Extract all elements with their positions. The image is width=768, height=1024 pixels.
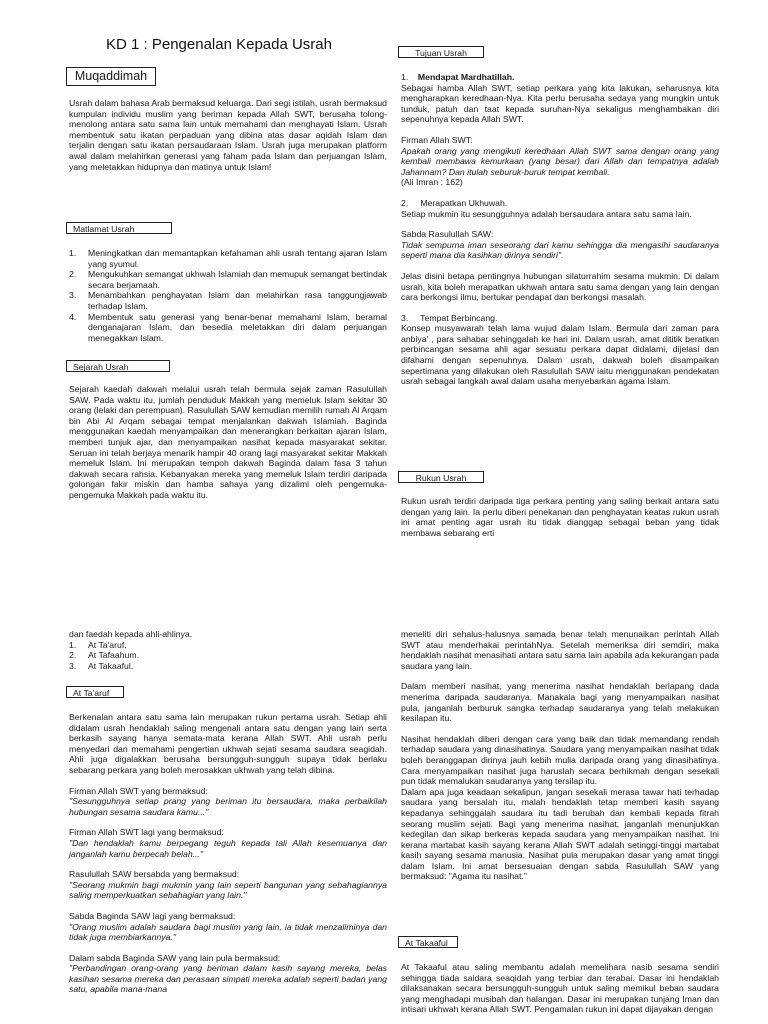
list-item: 2. Mengukuhkan semangat ukhwah Islamiah dan memupuk semangat bertindak secara berjamaah. <box>69 269 387 290</box>
sabda-quote: Tidak sempurna iman seseorang dari kamu sehingga dia mengasihi saudaranya seperti mana dia kasihkan dirinya sendiri". <box>401 239 719 261</box>
taaruf-firman-1-label: Firman Allah SWT yang bermaksud: <box>69 785 208 796</box>
matlamat-list <box>69 248 387 343</box>
sabda-label: Sabda Rasulullah SAW: <box>401 229 494 240</box>
taaruf-firman-2-quote: "Dan hendaklah kamu berpegang teguh kepada tali Allah kesemuanya dan janganlah kamu berpecah belah..." <box>69 837 387 859</box>
tafaahum-p3: Nasihat hendaklah diberi dengan cara yang baik dan tidak memandang rendah terhadap saudara yang dinasihatinya. Saudara yang menyampaikan nasihat tidak boleh beranggapan dirinya jauh kebih mulia daripada orang yang dinasihatinya. Cara menyampaikan nasihat juga haruslah secara berhikmah dengan sesekali pun tidak memalukan saudaranya yang tersilap itu. <box>401 733 719 787</box>
firman-label: Firman Allah SWT: <box>401 134 473 145</box>
jelas-text: Jelas disini betapa pentingnya hubungan silaturrahim sesama mukmin. Di dalam usrah, kita boleh merapatkan ukhwah antara satu sama dengan yang lain dengan cara berkongsi ilmu, bertukar pendapat dan berkongsi masalah. <box>401 270 719 303</box>
tujuan-point-3-title: 3. Tempat Berbincang. <box>401 312 498 323</box>
tujuan-point-2-text: Setiap mukmin itu sesungguhnya adalah bersaudara antara satu sama lain. <box>401 208 692 219</box>
taaruf-sabda-3-quote: "Perbandingan orang-orang yang beriman dalam kasih sayang mereka, belas kasihan sesama mereka dan perasaan simpati mereka adalah seperti badan yang satu, apabila mana-mana <box>69 963 387 995</box>
taaruf-heading: At Ta'aruf <box>66 686 124 698</box>
rukun-section <box>401 496 719 538</box>
sejarah-heading: Sejarah Usrah <box>66 360 170 372</box>
taaruf-text: Berkenalan antara satu sama lain merupakan rukun pertama usrah. Setiap ahli didalam usrah hendaklah saling mengenali antara satu dengan yang lain serta berkasih sayang hanya semata-mata kerana Allah SWT. Ahli usrah perlu menyedari dan memahami pengertian ukhwah sejati sesama saudara seagidah. Ahli juga digalakkan berusaha bersungguh-sungguh supaya tidak berlaku sebarang perkara yang boleh merosakkan ukhwah yang telah dibina. <box>69 712 387 775</box>
tujuan-section: 1. Mendapat Mardhatillah. Sebagai hamba Allah SWT, setiap perkara yang kita lakukan, seharusnya kita mengharapkan keredhaan-Nya. Kita perlu berusaha sedaya yang mungkin untuk tunduk, patuh dan taat kepada suruhan-Nya sekaligus menghambakan diri sepenuhnya kepada Allah SWT. Firman Allah SWT: Apakah orang yang mengikuti keredhaan Allah SWT sama dengan orang yang kembali membawa kemurkaan (yang besar) dari Allah dan tempatnya adalah Jahannam? Dan itulah seburuk-buruk tempat kembali. (Ali Imran : 162) 2. Merapatkan Ukhuwah. Setiap mukmin itu sesungguhnya adalah bersaudara antara satu sama lain. Sabda Rasulullah SAW: Tidak sempurna iman seseorang dari kamu sehingga dia mengasihi saudaranya seperti mana dia kasihkan dirinya sendiri". Jelas disini betapa pentingnya hubungan silaturrahim sesama mukmin. Di dalam usrah, kita boleh merapatkan ukhwah antara satu sama dengan yang lain dengan cara berkongsi ilmu, bertukar pendapat dan berkongsi masalah. 3. Tempat Berbincang. Konsep musyawarah telah lama wujud dalam Islam. Bermula dari zaman para anbiya' , para sahabar sehinggalah ke hari ini. Dalam usrah, amat dititik beratkan perbincangan sesama ahli agar sesuatu perkara dapat didalami, dijelasi dan difahami dengan sepenuhnya. Dalam usrah, dakwah boleh disampaikan sepertimana yang dilakukan oleh Rasulullah SAW iaitu menggunakan pendekatan usrah sebagai langkah awal dalam usaha menyebarkan agama Islam. <box>401 72 719 387</box>
list-item: 2. At Tafaahum. <box>69 650 140 661</box>
firman-quote: Apakah orang yang mengikuti keredhaan Allah SWT sama dengan orang yang kembali membawa kemurkaan (yang besar) dari Allah dan tempatnya adalah Jahannam? Dan itulah seburuk-buruk tempat kembali. <box>401 145 719 177</box>
rukun-continuation <box>69 629 387 671</box>
rukun-text: Rukun usrah terdiri daripada tiga perkara penting yang saling berkait antara satu dengan yang lain. Ia perlu diberi penekanan dan penghayatan keatas rukun usrah ini amat penting agar usrah itu tidak dianggap sebagai beban yang tidak membawa sebarang erti <box>401 496 719 538</box>
matlamat-list-section <box>69 248 387 343</box>
list-item: 3. Menambahkan penghayatan Islam dan melahirkan rasa tanggungjawab terhadap Islam. <box>69 290 387 311</box>
taaruf-sabda-3-label: Dalam sabda Baginda SAW yang lain pula bermaksud: <box>69 952 281 963</box>
tafaahum-p2: Dalam memberi nasihat, yang menerima nasihat hendaklah berlapang dada menerima daripada saudaranya. Manakala bagi yang menyampaikan nasihat pula, janganlah berburuk sangka terhadap saudaranya yang telah melakukan kesilapan itu. <box>401 681 719 724</box>
tujuan-point-1-text: Sebagai hamba Allah SWT, setiap perkara yang kita lakukan, seharusnya kita mengharapkan keredhaan-Nya. Kita perlu berusaha sedaya yang mungkin untuk tunduk, patuh dan taat kepada suruhan-Nya sekaligus menghambakan diri sepenuhnya kepada Allah SWT. <box>401 82 719 125</box>
takaaful-heading: At Takaaful <box>398 936 458 948</box>
sejarah-section <box>69 384 387 501</box>
list-item: 1. At Ta'aruf. <box>69 639 127 650</box>
takaaful-section <box>401 962 719 1015</box>
sejarah-text: Sejarah kaedah dakwah melalui usrah telah bermula sejak zaman Rasulullah SAW. Pada waktu itu, jumlah penduduk Makkah yang memeluk Islam sekitar 30 orang (lelaki dan perempuan). Rasulullah SAW kemudian memilih rumah Al Arqam bin Abi Al Arqam sebagai tempat menjalankan dakwah Islamiah. Baginda menggunakan kaedah menyampaikan dan menerangkan berkaitan ajaran Islam, memberi tunjuk ajar, dan menyampaikan nasihat kepada masyarakat sekitar. Seruan ini telah berjaya menarik hampir 40 orang lagi masyarakat sekitar Makkah memeluk Islam. Ini merupakan tempoh dakwah Baginda dalam fasa 3 tahun dakwah secara rahsia. Kebanyakan mereka yang memeluk Islam terdiri daripada golongan fakir miskin dan hamba sahaya yang dizalimi oleh pengemuka-pengemuka Makkah pada waktu itu. <box>69 384 387 500</box>
taaruf-sabda-1-quote: "Seorang mukmin bagi mukmin yang lain seperti bangunan yang sebahagiannya saling memperkuatkan sebahagian yang lain." <box>69 879 387 901</box>
rukun-list <box>69 640 387 672</box>
taaruf-section <box>69 712 387 995</box>
muqaddimah-heading: Muqaddimah <box>66 67 156 86</box>
tujuan-point-1-title: Mendapat Mardhatillah. <box>417 72 515 82</box>
tafaahum-p1: meneliti diri sehalus-halusnya samada benar telah menunaikan perintah Allah SWT atau menderhakai perintahNya. Setelah memeriksa diri semdiri, maka hendaklah nasihat menasihati antara satu sama lain apabila ada kekurangan pada saudara yang lain. <box>401 629 719 671</box>
tujuan-point-2-title: 2. Merapatkan Ukhuwah. <box>401 197 508 208</box>
list-item: 4. Membentuk satu generasi yang benar-benar memahami Islam, beramal denganajaran Islam, dan besedia meletakkan diri dalam perjuangan menegakkan Islam. <box>69 311 387 343</box>
rukun-cont-text: dan faedah kepada ahli-ahlinya. <box>69 629 193 639</box>
firman-reference: (Ali Imran : 162) <box>401 177 463 188</box>
muqaddimah-text: Usrah dalam bahasa Arab bermaksud keluarga. Dari segi istilah, usrah bermaksud kumpulan individu muslim yang beriman kepada Allah SWT, berusaha tolong-menolong antara satu sama lain untuk memahami dan menghayati Islam. Usrah membentuk satu ikatan perpaduan yang dibina atas dasar aqidah Islam dan terjalin dengan satu ikatan persaudaraan Islam. Usrah juga merupakan platform awal dalam melahirkan generasi yang faham pada Islam dan perjuangan Islam, yang meletakkan hidupnya dan matinya untuk Islam! <box>69 98 387 172</box>
list-item: 1. Meningkatkan dan memantapkan kefahaman ahli usrah tentang ajaran Islam yang syumul. <box>69 248 387 269</box>
tujuan-heading: Tujuan Usrah <box>398 46 484 58</box>
taaruf-firman-2-label: Firman Allah SWT lagi yang bermaksud: <box>69 827 224 838</box>
taaruf-firman-1-quote: "Sesungguhnya setiap prang yang beriman itu bersaudara, maka perbaikilah hubungan sesama saudara kamu..." <box>69 796 387 817</box>
muqaddimah-section <box>69 98 387 172</box>
tafaahum-section <box>401 629 719 882</box>
matlamat-heading: Matlamat Usrah <box>66 222 172 234</box>
tujuan-point-3-text: Konsep musyawarah telah lama wujud dalam Islam. Bermula dari zaman para anbiya' , para sahabar sehinggalah ke hari ini. Dalam usrah, amat dititik beratkan perbincangan sesama ahli agar sesuatu perkara dapat didalami, dijelasi dan difahami dengan sepenuhnya. Dalam usrah, dakwah boleh disampaikan sepertimana yang dilakukan oleh Rasulullah SAW iaitu menggunakan pendekatan usrah sebagai langkah awal dalam usaha menyebarkan agama Islam. <box>401 323 719 387</box>
taaruf-sabda-1-label: Rasulullah SAW bersabda yang bermaksud: <box>69 869 240 880</box>
tafaahum-p4: Dalam apa juga keadaan sekalipun, jangan sesekali merasa tawar hati terhadap saudara yang bersalah itu, malah hendaklah tetap memberi kasih sayang kepadanya sehinggalah saudara itu tadi berubah dan kembali kepada fitrah seorang muslim sejati. Bagi yang menerima nasihat, janganlah menunjukkan kedegilan dan sikap berkeras kepada saudara yang menyampaikan nasihat. Ini kerana martabat kasih sayang kerana Allah SWT adalah setinggi-tinggi martabat kasih sayang sesama manusia. Nasihat pula merupakan dasar yang amat tinggi dalam Islam. Ini amat bersesuaian dengan sabda Rasulullah SAW yang bermaksud: "Agama itu nasihat." <box>401 786 719 882</box>
rukun-heading: Rukun Usrah <box>398 471 484 483</box>
taaruf-sabda-2-label: Sabda Baginda SAW lagi yang bermaksud: <box>69 910 236 921</box>
takaaful-text: At Takaaful atau saling membantu adalah memelihara nasib sesama sendiri sehingga tiada saidara seaqidah yang terbiar dan terabai. Dasar ini hendaklah dilaksanakan secara bersungguh-sungguh untuk saling memikul beban saudara yang menghadapi musibah dan halangan. Dasar ini merupakan tunjang Iman dan intisari ukhwah kerana Allah SWT. Pengamalan rukun ini dapat dijayakan dengan <box>401 962 719 1015</box>
list-item: 3. At Takaaful. <box>69 660 134 671</box>
page-title: KD 1 : Pengenalan Kepada Usrah <box>106 36 332 53</box>
taaruf-sabda-2-quote: "Orang muslim adalah saudara bagi muslim yang lain, ia tidak menzaliminya dan tidak juga membiarkannya." <box>69 921 387 943</box>
